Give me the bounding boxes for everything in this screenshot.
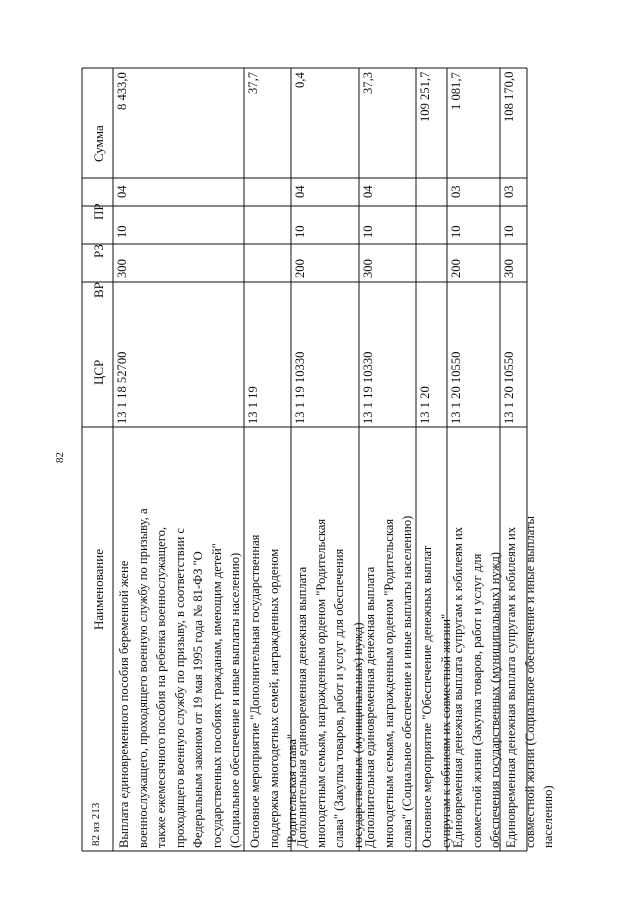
cell-csr: 13 1 20 (418, 386, 432, 424)
page-number: 82 (54, 452, 66, 463)
cell-name-line: Основное мероприятие "Дополнительная государственная (248, 534, 262, 848)
cell-name-line: также ежемесячного пособия на ребенка военнослужащего, (154, 526, 168, 848)
cell-name-line: "Родительская слава" (285, 733, 299, 848)
header-name: Наименование (91, 549, 106, 630)
cell-name-line: Основное мероприятие "Обеспечение денежных выплат (420, 545, 434, 848)
cell-pr: 03 (449, 185, 463, 198)
cell-vr: 200 (449, 259, 463, 278)
cell-sum: 8 433,0 (115, 72, 129, 110)
cell-csr: 13 1 20 10550 (449, 351, 463, 424)
cell-name-line: населению) (541, 785, 555, 848)
cell-name-line: проходящего военную службу по призыву, в соответствии с (172, 528, 187, 848)
cell-name-line: Федеральным законом от 19 мая 1995 года № 81-ФЗ "О (191, 551, 205, 848)
cell-name-line: поддержка многодетных семей, награжденных орденом (266, 548, 281, 848)
cell-rz: 10 (449, 225, 463, 238)
cell-pr: 04 (115, 185, 129, 198)
cell-name-line: супругам к юбилеям их совместной жизни" (438, 613, 453, 848)
cell-name (361, 516, 417, 848)
cell-name-line: обеспечения государственных (муниципальных) нужд) (488, 552, 502, 848)
cell-sum: 108 170,0 (502, 72, 516, 123)
cell-name-line: Выплата единовременного пособия беременной жене (117, 560, 131, 848)
cell-name (293, 519, 367, 848)
cell-name-line: слава" (Закупка товаров, работ и услуг для обеспечения (332, 548, 346, 848)
cell-sum: 109 251,7 (418, 72, 432, 123)
cell-rz: 10 (115, 225, 129, 238)
cell-sum: 37,3 (361, 72, 375, 95)
cell-csr: 13 1 18 52700 (115, 351, 129, 424)
header-pr: ПР (91, 203, 106, 220)
cell-rz: 10 (502, 225, 516, 238)
cell-name-line: государственных (муниципальных) нужд) (350, 622, 365, 848)
cell-csr: 13 1 19 10330 (361, 351, 375, 424)
page-footer: 82 из 213 (90, 802, 102, 846)
cell-rz: 10 (293, 225, 307, 238)
cell-name (449, 527, 505, 848)
cell-name (115, 508, 245, 848)
cell-pr: 03 (502, 185, 516, 198)
cell-sum: 0,4 (293, 72, 307, 88)
cell-name-line: Единовременная денежная выплата супругам к юбилеям их (451, 526, 465, 848)
cell-rz: 10 (361, 225, 375, 238)
cell-vr: 300 (502, 259, 516, 278)
cell-name-line: Дополнительная единовременная денежная выплата (295, 566, 309, 848)
cell-pr: 04 (293, 185, 307, 198)
cell-csr: 13 1 19 10330 (293, 351, 307, 424)
cell-name-line: слава" (Социальное обеспечение и иные выплаты населению) (400, 515, 414, 848)
cell-name-line: Дополнительная единовременная денежная выплата (363, 566, 377, 848)
cell-name-line: многодетным семьям, награжденным орденом "Родительская (381, 518, 396, 848)
cell-name-line: совместной жизни (Социальное обеспечение и иные выплаты (522, 516, 537, 848)
cell-name-line: государственных пособиях гражданам, имеющим детей" (209, 543, 224, 848)
cell-name-line: (Социальное обеспечение и иные выплаты населению) (228, 552, 242, 848)
header-csr: ЦСР (91, 359, 106, 385)
cell-name-line: Единовременная денежная выплата супругам к юбилеям их (504, 526, 518, 848)
cell-name (502, 516, 558, 848)
cell-name-line: многодетным семьям, награжденным орденом "Родительская (313, 518, 328, 848)
header-sum: Сумма (91, 125, 106, 162)
header-rz: РЗ (91, 244, 106, 258)
cell-sum: 37,7 (246, 72, 260, 95)
cell-pr: 04 (361, 185, 375, 198)
cell-vr: 200 (293, 259, 307, 278)
header-vr: ВР (91, 282, 106, 298)
cell-sum: 1 081,7 (449, 72, 463, 110)
cell-vr: 300 (115, 259, 129, 278)
cell-csr: 13 1 19 (246, 386, 260, 424)
cell-vr: 300 (361, 259, 375, 278)
cell-name-line: военнослужащего, проходящего военную службу по призыву, а (135, 508, 150, 848)
cell-name-line: совместной жизни (Закупка товаров, работ и услуг для (469, 553, 484, 848)
cell-csr: 13 1 20 10550 (502, 351, 516, 424)
